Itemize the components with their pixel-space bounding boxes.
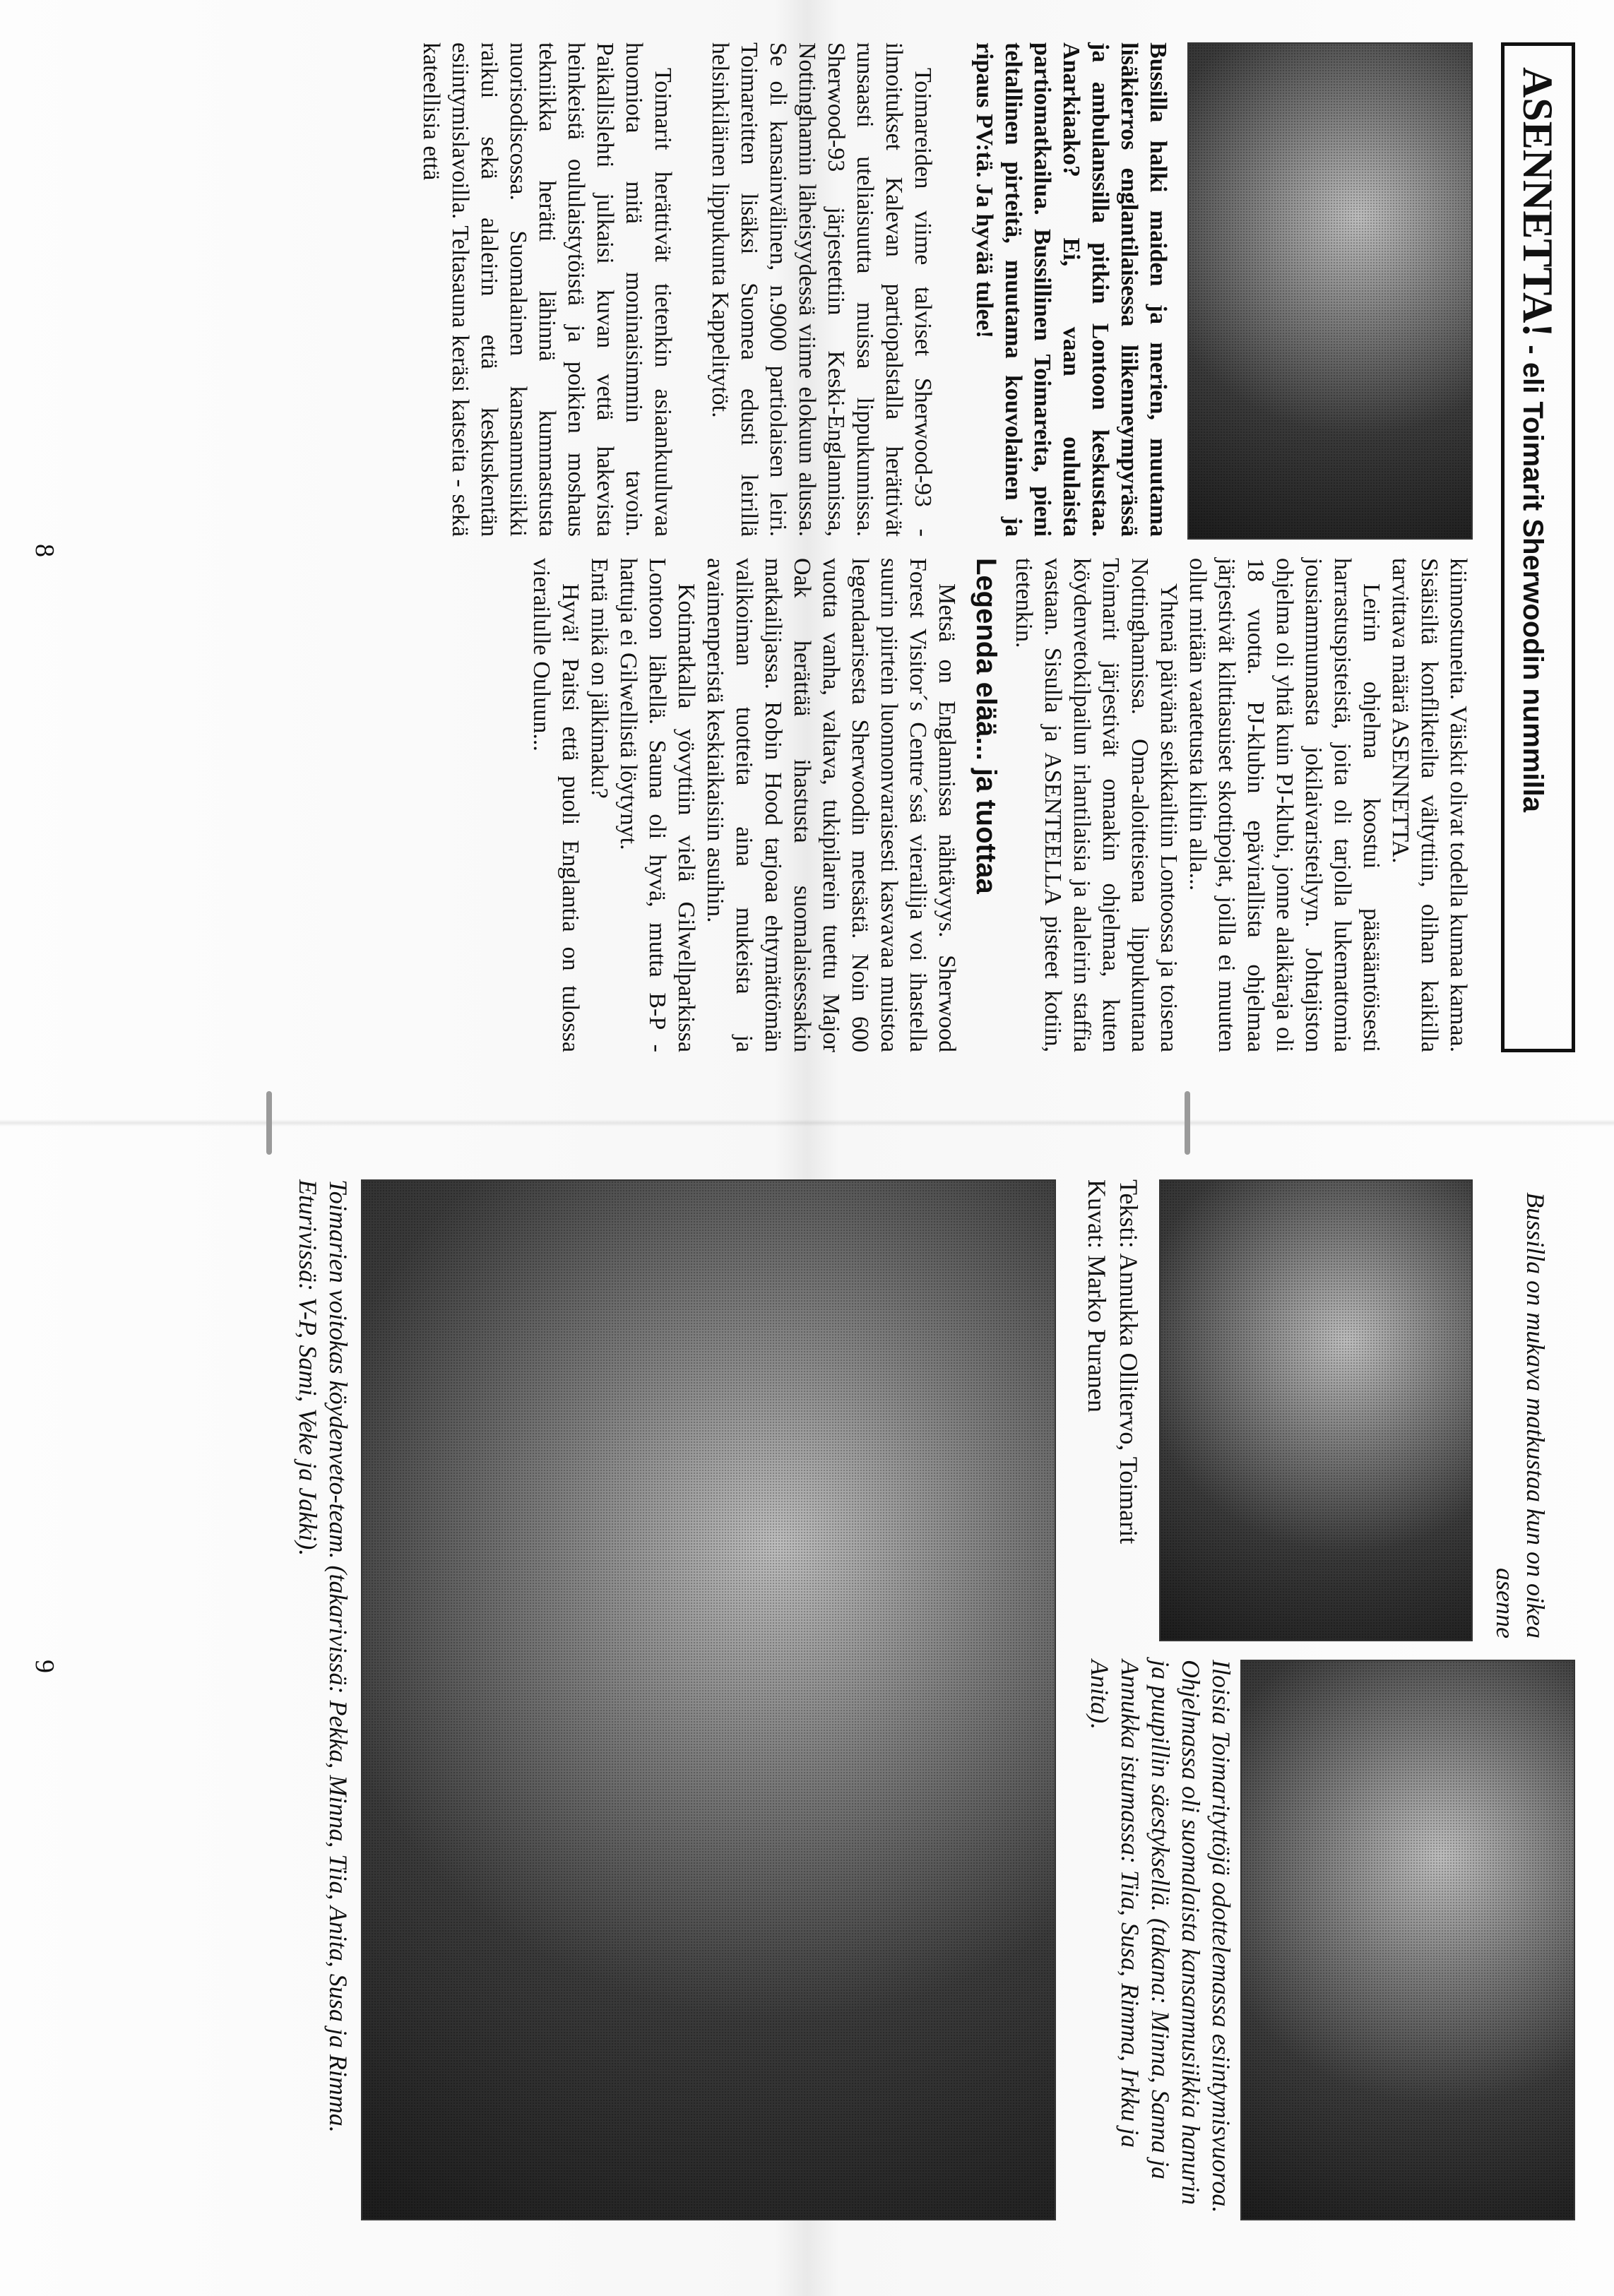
article-paragraph: Hyvä! Paitsi että puoli Englantia on tulossa vierailulle Ouluun...: [528, 558, 583, 1052]
flag-photo: [1187, 42, 1473, 540]
article-paragraph: Yhtenä päivänä seikkailtiin Lontoossa ja toisena Nottinghamissa. Oma-aloitteisena lippukuntana Toimarit järjestivät omaakin ohjelmaa, kuten köydenvetokilpailun irlantilaisia ja alaleirin staffia vastaan. Sisulla ja ASENTEELLA pisteet kotiin, tietenkin.: [1011, 558, 1182, 1052]
page-9: [0, 1123, 1614, 2296]
article-subheading: Legenda elää... ja tuottaa: [971, 558, 1002, 894]
staple: [266, 1091, 272, 1155]
article-column-1: [417, 42, 1173, 537]
article-paragraph: Leirin ohjelma koostui pääsääntöisesti harrastuspisteistä, joita oli tarjolla lukemattomia jousiammunnasta jokilaivaristeilyyn. Johtajiston ohjelma oli yhtä kuin PJ-klubi, jonne alaikäraja oli 18 vuotta. PJ-klubin epävirallista ohjelmaa järjestivät kilttiasuiset skottipojat, joilla ei muuten ollut mitään vaatetusta kiltin alla...: [1185, 558, 1384, 1052]
article-paragraph: Toimarit herättivät tietenkin asiaankuuluvaa huomiota mitä moninaisimmin tavoin. Paikallislehti julkaisi kuvan vettä hakevista heinkeistä oululaistytöistä ja poikien moshaus tekniikka herätti lähinnä kummastusta nuorisodiscossa. Suomalainen kansanmusiikki raikui sekä alaleirin että keskuskentän esiintymislavoilla. Teltasauna keräsi katseita - sekä kateellisia että: [418, 42, 676, 537]
article-title: ASENNETTA!: [1514, 67, 1561, 338]
article-title-box: [1501, 42, 1575, 1052]
staple: [1185, 1091, 1190, 1155]
tug-of-war-team-photo: [361, 1179, 1056, 2220]
article-paragraph: kiinnostuneita. Väiskit olivat todella kumaa kamaa. Sisäisiltä konflikteilta vältyttiin, olihan kaikilla tarvittava määrä ASENNETTA.: [1387, 558, 1471, 1052]
article-paragraph: Kotimatkalla yövyttiin vielä Gilwellparkissa Lontoon lähellä. Sauna oli hyvä, mutta B-P -hattuja ei Gilwellistä löytynyt.: [615, 558, 699, 1052]
article-paragraph: Metsä on Englannissa nähtävyys. Sherwood Forest Visitor´s Centre´ssä vierailija voi ihastella suurin piirtein luonnonvaraisesti kasvavaa muistoa legendaarisesta Sherwoodin metsästä. Noin 600 vuotta vanha, valtava, tukipilarein tuettu Major Oak herättää ihastusta suomalaisessakin matkailijassa. Robin Hood tarjoaa ehtymättömän valikoiman tuotteita aina mukeista ja avaimenperistä keskiaikaisiin asuihin.: [702, 558, 960, 1052]
article-paragraph: Toimareiden viime talviset Sherwood-93 -ilmoitukset Kalevan partiopalstalla herättivät runsaasti uteliaisuutta muissa lippukunnissa. Sherwood-93 järjestettiin Keski-Englannissa, Nottinghamin läheisyydessä viime elokuun alussa. Se oli kansainvälinen, n.9000 partiolaisen leiri. Toimareitten lisäksi Suomea edusti leirillä helsinkiläinen lippukunta Kappelitytöt.: [707, 42, 936, 537]
bus-photo-caption: Bussilla on mukava matkustaa kun on oikea asenne: [1491, 1192, 1550, 1638]
spine-fold: [0, 1119, 1614, 1126]
credit-photos: Kuvat: Marko Puranen: [1083, 1179, 1111, 1412]
credit-text: Teksti: Annukka Ollitervo, Toimarit: [1115, 1179, 1143, 1545]
bus-photo: [1159, 1179, 1473, 1641]
musicians-photo: [1240, 1660, 1575, 2220]
article-column-2: [527, 558, 1473, 1052]
article-lead: Bussilla halki maiden ja merien, muutama lisäkierros englantilaisessa liikenneympyrässä ja ambulanssilla pitkin Lontoon keskustaa. Anarkiaako? Ei, vaan oululaista partiomatkailua. Bussillinen Toimareita, pieni teltallinen pirteitä, muutama kouvolainen ja ripaus PV:tä. Ja hyvää tulee!: [971, 42, 1171, 537]
page-8: [0, 0, 1614, 1123]
page-number: 8: [30, 544, 59, 557]
musicians-photo-caption: Iloisia Toimarityttöjä odottelemassa esiintymisvuoroa. Ohjelmassa oli suomalaista kansanmusiikkia hanurin ja puupillin säestyksellä. (takana: Minna, Sanna ja Annukka istumassa: Tiia, Susa, Rimma, Irkku ja Anita).: [1086, 1660, 1235, 2213]
article-subtitle: - eli Toimarit Sherwoodin nummilla: [1517, 337, 1548, 812]
page-number: 9: [30, 1660, 59, 1673]
team-photo-caption: Toimarien voitokas köydenveto-team. (takarivissä: Pekka, Minna, Tiia, Anita, Susa ja Rimma. Eturivissä: V-P, Sami, Veke ja Jakki).: [294, 1179, 352, 2133]
article-paragraph: Entä mikä on jälkimaku?: [586, 558, 612, 799]
